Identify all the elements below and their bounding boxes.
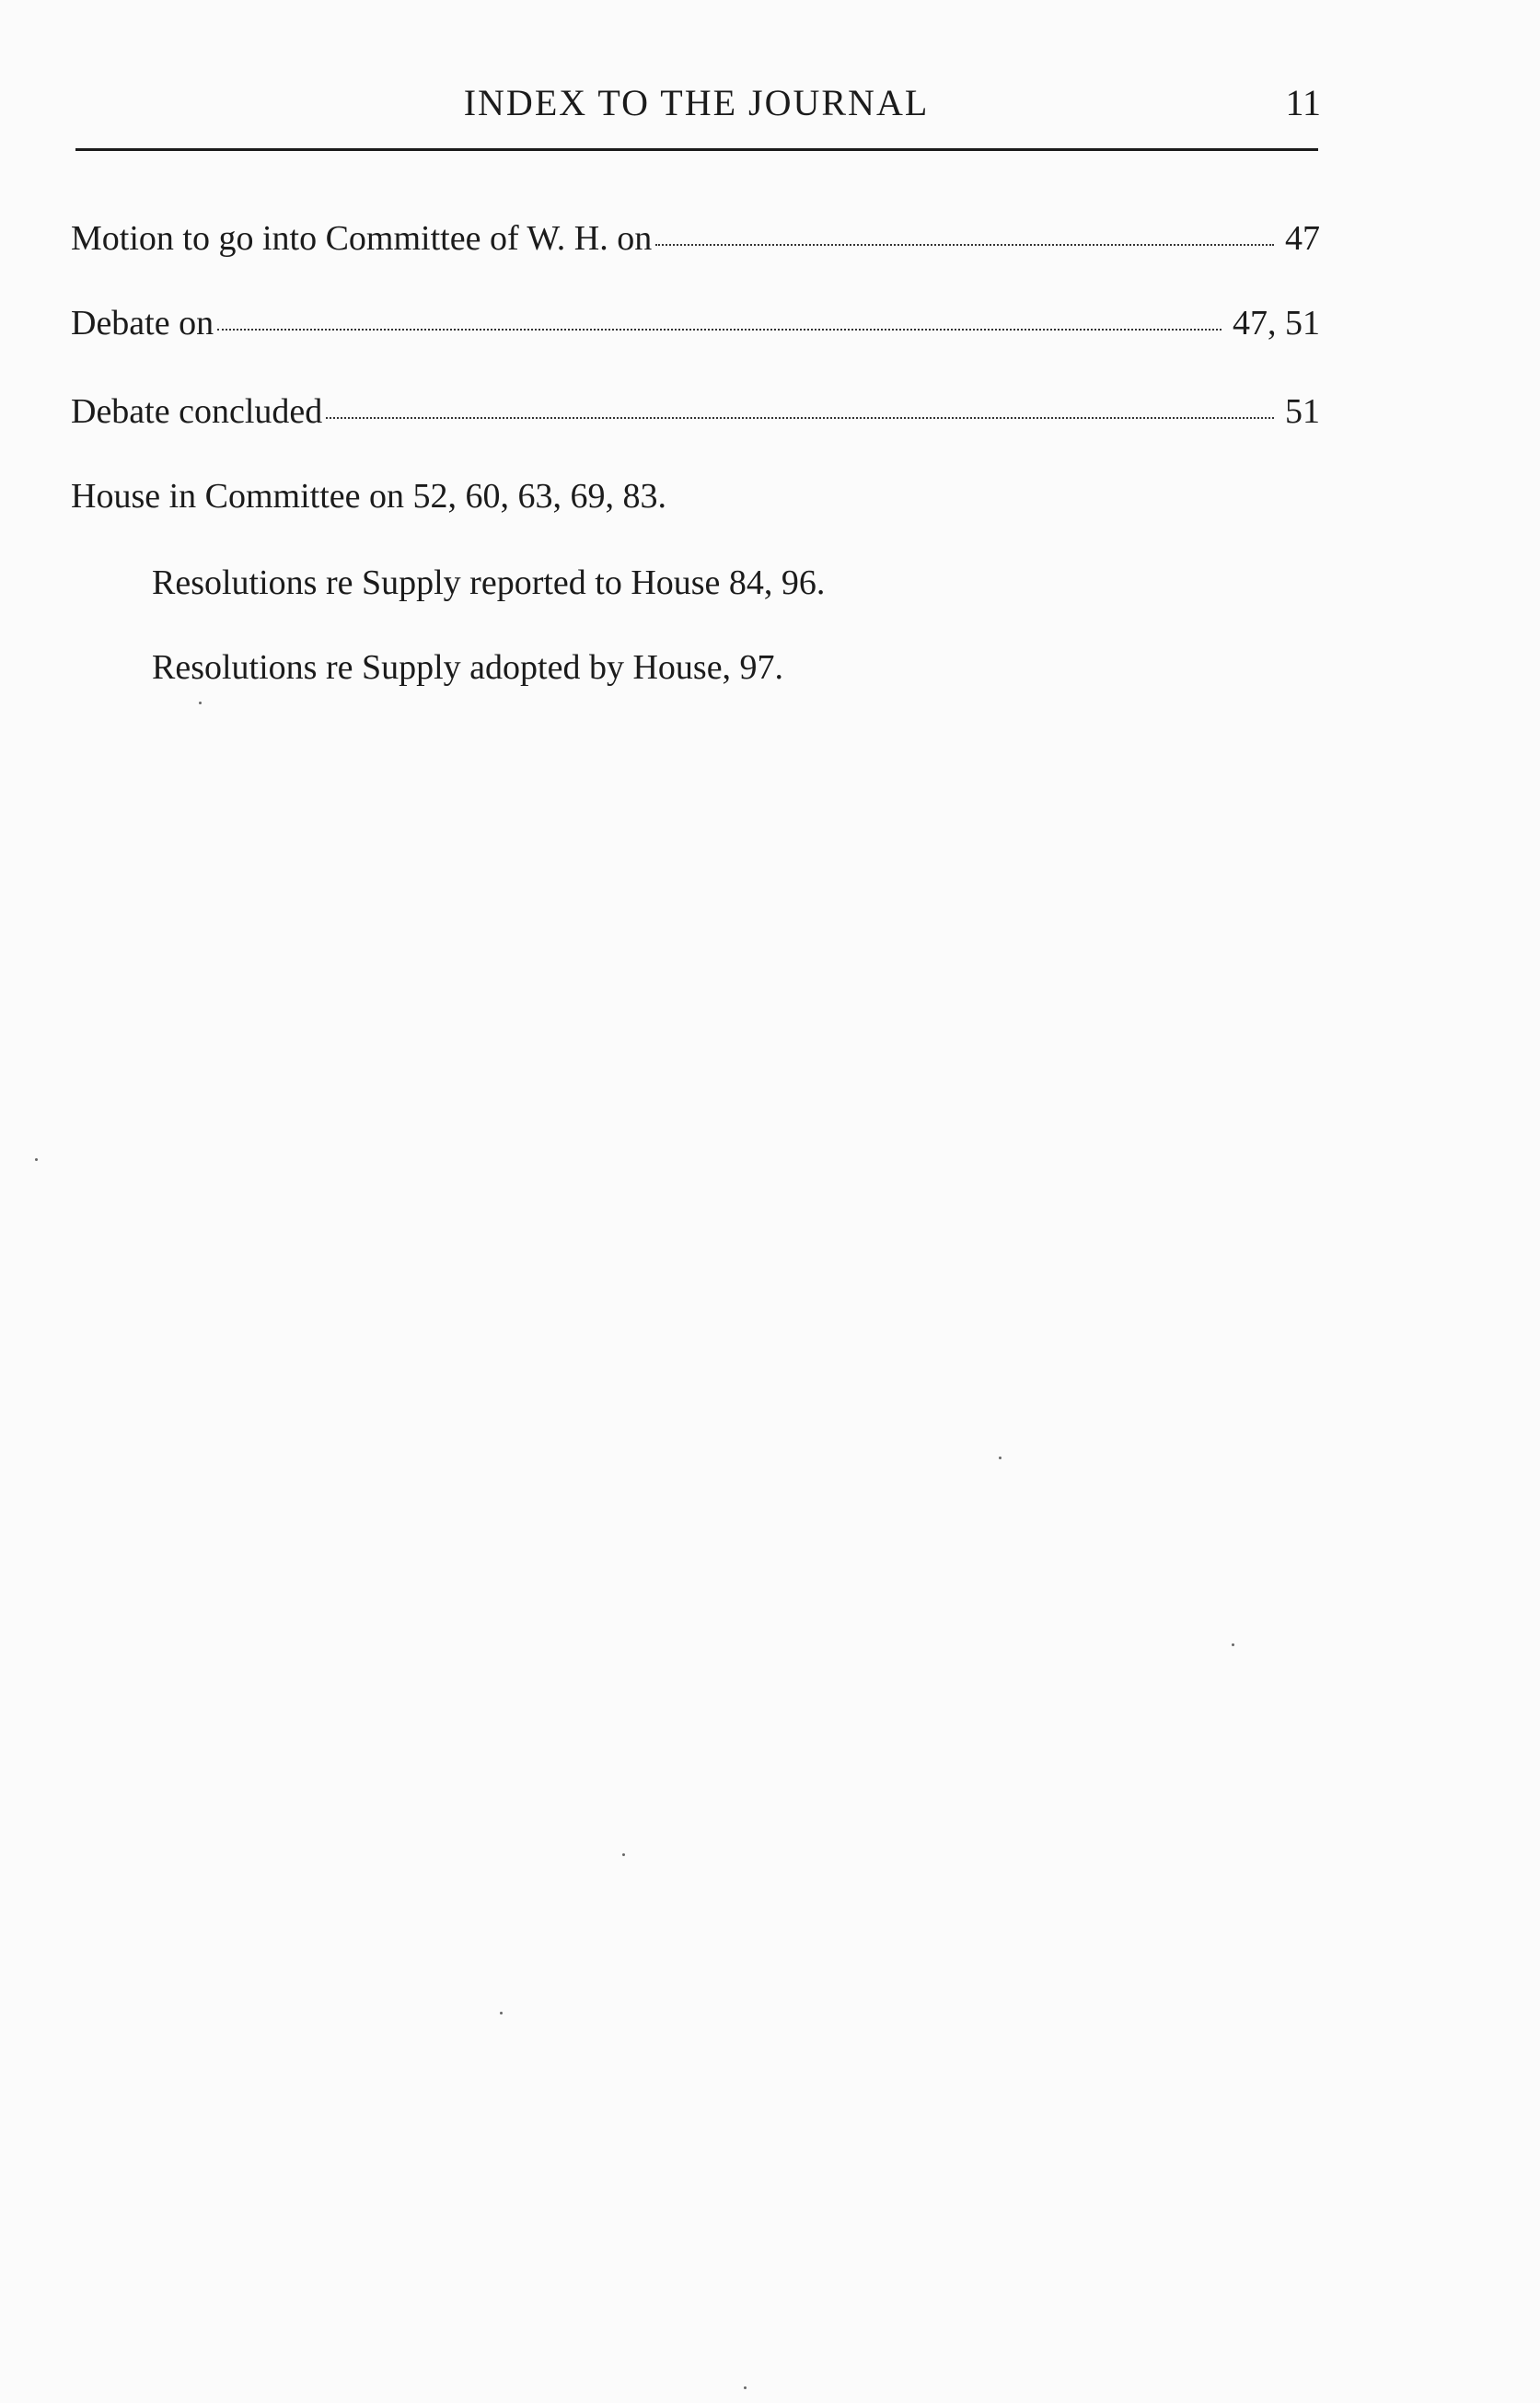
scan-speck bbox=[622, 1853, 625, 1856]
entry-pages: 47, 51 bbox=[1233, 304, 1320, 342]
scan-speck bbox=[999, 1457, 1002, 1459]
index-entry-debate-on bbox=[71, 304, 1320, 344]
dot-leader bbox=[655, 244, 1274, 246]
scan-speck bbox=[500, 2012, 503, 2014]
header-rule bbox=[75, 148, 1318, 151]
dot-leader bbox=[217, 329, 1222, 331]
scan-speck bbox=[744, 2386, 747, 2389]
scan-speck bbox=[35, 1158, 38, 1161]
entry-pages: 51 bbox=[1285, 392, 1320, 431]
entry-pages: 47 bbox=[1285, 219, 1320, 258]
scan-speck bbox=[1232, 1643, 1234, 1646]
sub-entry-adopted: Resolutions re Supply adopted by House, 97. bbox=[152, 648, 784, 687]
running-title: INDEX TO THE JOURNAL bbox=[463, 82, 930, 123]
scan-speck bbox=[199, 702, 202, 704]
page-number: 11 bbox=[1285, 82, 1321, 123]
entry-text: Motion to go into Committee of W. H. on bbox=[71, 219, 653, 258]
entry-text: Debate concluded bbox=[71, 392, 323, 431]
index-entry-debate-concluded bbox=[71, 392, 1320, 433]
entry-text: Debate on bbox=[71, 304, 214, 342]
committee-line: House in Committee on 52, 60, 63, 69, 83. bbox=[71, 477, 667, 516]
index-entry-motion bbox=[71, 219, 1320, 260]
sub-entry-reported: Resolutions re Supply reported to House 84, 96. bbox=[152, 563, 826, 602]
dot-leader bbox=[326, 417, 1274, 419]
